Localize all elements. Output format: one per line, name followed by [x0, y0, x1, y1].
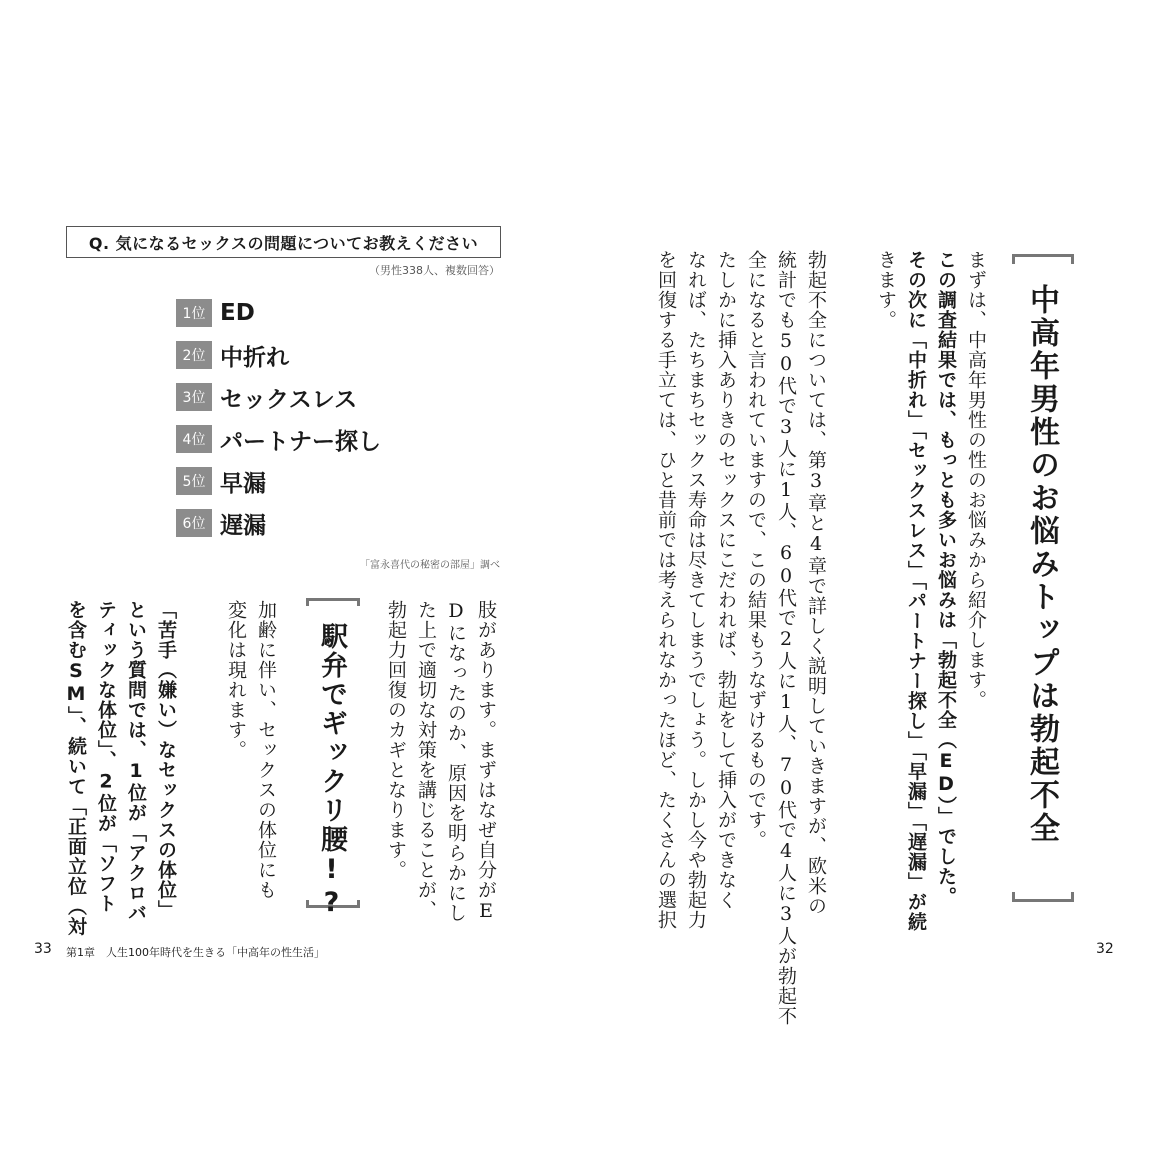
body-column-bold: という質問では、1位が「アクロバ: [125, 600, 147, 923]
rank-badge: 2位: [176, 341, 212, 369]
list-item: [176, 340, 289, 370]
section-heading-box: [306, 598, 360, 920]
list-item: [176, 466, 266, 496]
rank-label: 中折れ: [220, 344, 289, 371]
body-column-bold: この調査結果では、もっとも多いお悩みは「勃起不全（ED）」でした。: [935, 250, 957, 907]
body-column-bold: その次に「中折れ」「セックスレス」「パートナー探し」「早漏」「遅漏」が続: [905, 250, 927, 932]
rank-badge: 1位: [176, 299, 212, 327]
body-column: 変化は現れます。: [225, 600, 247, 760]
main-heading-box: [1012, 254, 1074, 902]
rank-badge: 4位: [176, 425, 212, 453]
rank-badge: 3位: [176, 383, 212, 411]
survey-source: 「富永喜代の秘密の部屋」調べ: [360, 560, 500, 571]
body-column: 勃起力回復のカギとなります。: [385, 600, 407, 880]
list-item: [176, 298, 255, 328]
bracket-top: [1012, 254, 1074, 264]
rank-label: パートナー探し: [220, 428, 381, 455]
body-column: なれば、たちまちセックス寿命は尽きてしまうでしょう。しかし今や勃起力: [685, 250, 707, 930]
survey-question: Q. 気になるセックスの問題についてお教えください: [88, 233, 479, 253]
body-column: 全になると言われていますので、この結果もうなずけるものです。: [745, 250, 767, 850]
main-heading: 中高年男性のお悩みトップは勃起不全: [1024, 284, 1059, 845]
body-column: 加齢に伴い、セックスの体位にも: [255, 600, 277, 900]
bracket-bottom: [1012, 892, 1074, 902]
list-item: [176, 382, 357, 412]
body-column: 勃起不全については、第3章と4章で詳しく説明していきますが、欧米の: [805, 250, 827, 916]
body-column: た上で適切な対策を講じることが、: [415, 600, 437, 920]
body-column: 肢があります。まずはなぜ自分がE: [475, 600, 497, 923]
rank-label: ED: [220, 300, 255, 326]
body-column-bold: 「苦手（嫌い）なセックスの体位」: [155, 600, 177, 920]
body-column: たしかに挿入ありきのセックスにこだわれば、勃起をして挿入ができなく: [715, 250, 737, 910]
list-item: [176, 424, 381, 454]
bracket-top: [306, 598, 360, 606]
body-column-bold: を含むSM」、続いて「正面立位（対: [65, 600, 87, 937]
rank-badge: 6位: [176, 509, 212, 537]
survey-question-box: [66, 226, 501, 258]
list-item: [176, 508, 266, 538]
body-column: きます。: [875, 250, 897, 330]
rank-badge: 5位: [176, 467, 212, 495]
section-heading: 駅弁でギックリ腰!?: [316, 622, 347, 920]
body-column: 統計でも50代で3人に1人、60代で2人に1人、70代で4人に3人が勃起不: [775, 250, 797, 1026]
chapter-footer: 第1章 人生100年時代を生きる「中高年の性生活」: [66, 946, 325, 959]
body-column: まずは、中高年男性の性のお悩みから紹介します。: [965, 250, 987, 710]
page-number-left: 33: [34, 941, 52, 957]
page-number-right: 32: [1096, 941, 1114, 957]
rank-label: 早漏: [220, 470, 266, 497]
body-column: を回復する手立ては、ひと昔前では考えられなかったほど、たくさんの選択: [655, 250, 677, 930]
rank-label: 遅漏: [220, 512, 266, 539]
body-column: Dになったのか、原因を明らかにし: [445, 600, 467, 923]
rank-label: セックスレス: [220, 386, 358, 413]
body-column-bold: ティックな体位」、2位が「ソフト: [95, 600, 117, 914]
survey-sample-note: （男性338人、複数回答）: [369, 264, 500, 277]
